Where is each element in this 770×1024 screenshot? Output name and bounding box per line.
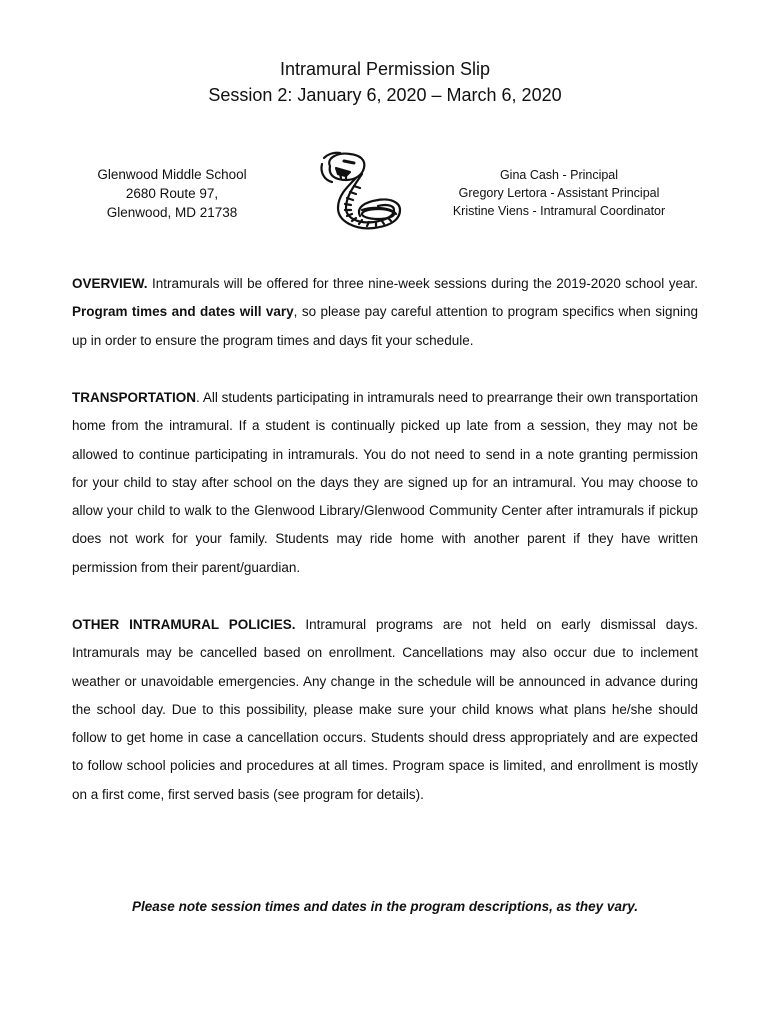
overview-heading: OVERVIEW. <box>72 276 148 291</box>
school-name: Glenwood Middle School <box>97 167 247 182</box>
policies-text: Intramural programs are not held on early dismissal days. Intramurals may be cancelled based on enrollment. Cancellations may also occur due to inclement weather or unavoidable emergencies. Any change in the schedule will be announced in advance during the school day. Due to this possibility, please make sure your child knows what plans he/she should follow to get home in case a cancellation occurs. Students should dress appropriately and are expected to follow school policies and procedures at all times. Program space is limited, and enrollment is mostly on a first come, first served basis (see program for details). <box>72 617 698 802</box>
transportation-paragraph <box>72 384 698 582</box>
transportation-text: . All students participating in intramurals need to prearrange their own transportation home from the intramural. If a student is continually picked up late from a session, they may not be allowed to continue participating in intramurals. You do not need to send in a note granting permission for your child to stay after school on the days they are signed up for an intramural. You may choose to allow your child to walk to the Glenwood Library/Glenwood Community Center after intramurals if pickup does not work for your family. Students may ride home with another parent if they have written permission from their parent/guardian. <box>72 390 698 575</box>
overview-text-1: Intramurals will be offered for three nine-week sessions during the 2019-2020 school year. <box>147 276 698 291</box>
footer-note: Please note session times and dates in the program descriptions, as they vary. <box>132 899 638 914</box>
overview-emphasis: Program times and dates will vary <box>72 304 294 320</box>
cobra-mascot-icon <box>316 150 408 234</box>
staff-coordinator: Kristine Viens - Intramural Coordinator <box>452 204 666 218</box>
school-address-block <box>72 165 272 222</box>
session-dates: Session 2: January 6, 2020 – March 6, 2020 <box>208 85 562 105</box>
staff-principal: Gina Cash - Principal <box>499 168 619 182</box>
policies-heading: OTHER INTRAMURAL POLICIES. <box>72 617 296 632</box>
staff-list <box>430 166 688 220</box>
document-title: Intramural Permission Slip <box>279 59 491 79</box>
school-city: Glenwood, MD 21738 <box>106 205 238 220</box>
school-street: 2680 Route 97, <box>125 186 219 201</box>
overview-paragraph <box>72 270 698 355</box>
policies-paragraph <box>72 611 698 809</box>
overview-text-2: , so please pay careful attention to program specifics when signing up in order to ensure the program times and days fit your schedule. <box>72 304 698 348</box>
transportation-heading: TRANSPORTATION <box>72 390 196 405</box>
staff-assistant-principal: Gregory Lertora - Assistant Principal <box>458 186 660 200</box>
